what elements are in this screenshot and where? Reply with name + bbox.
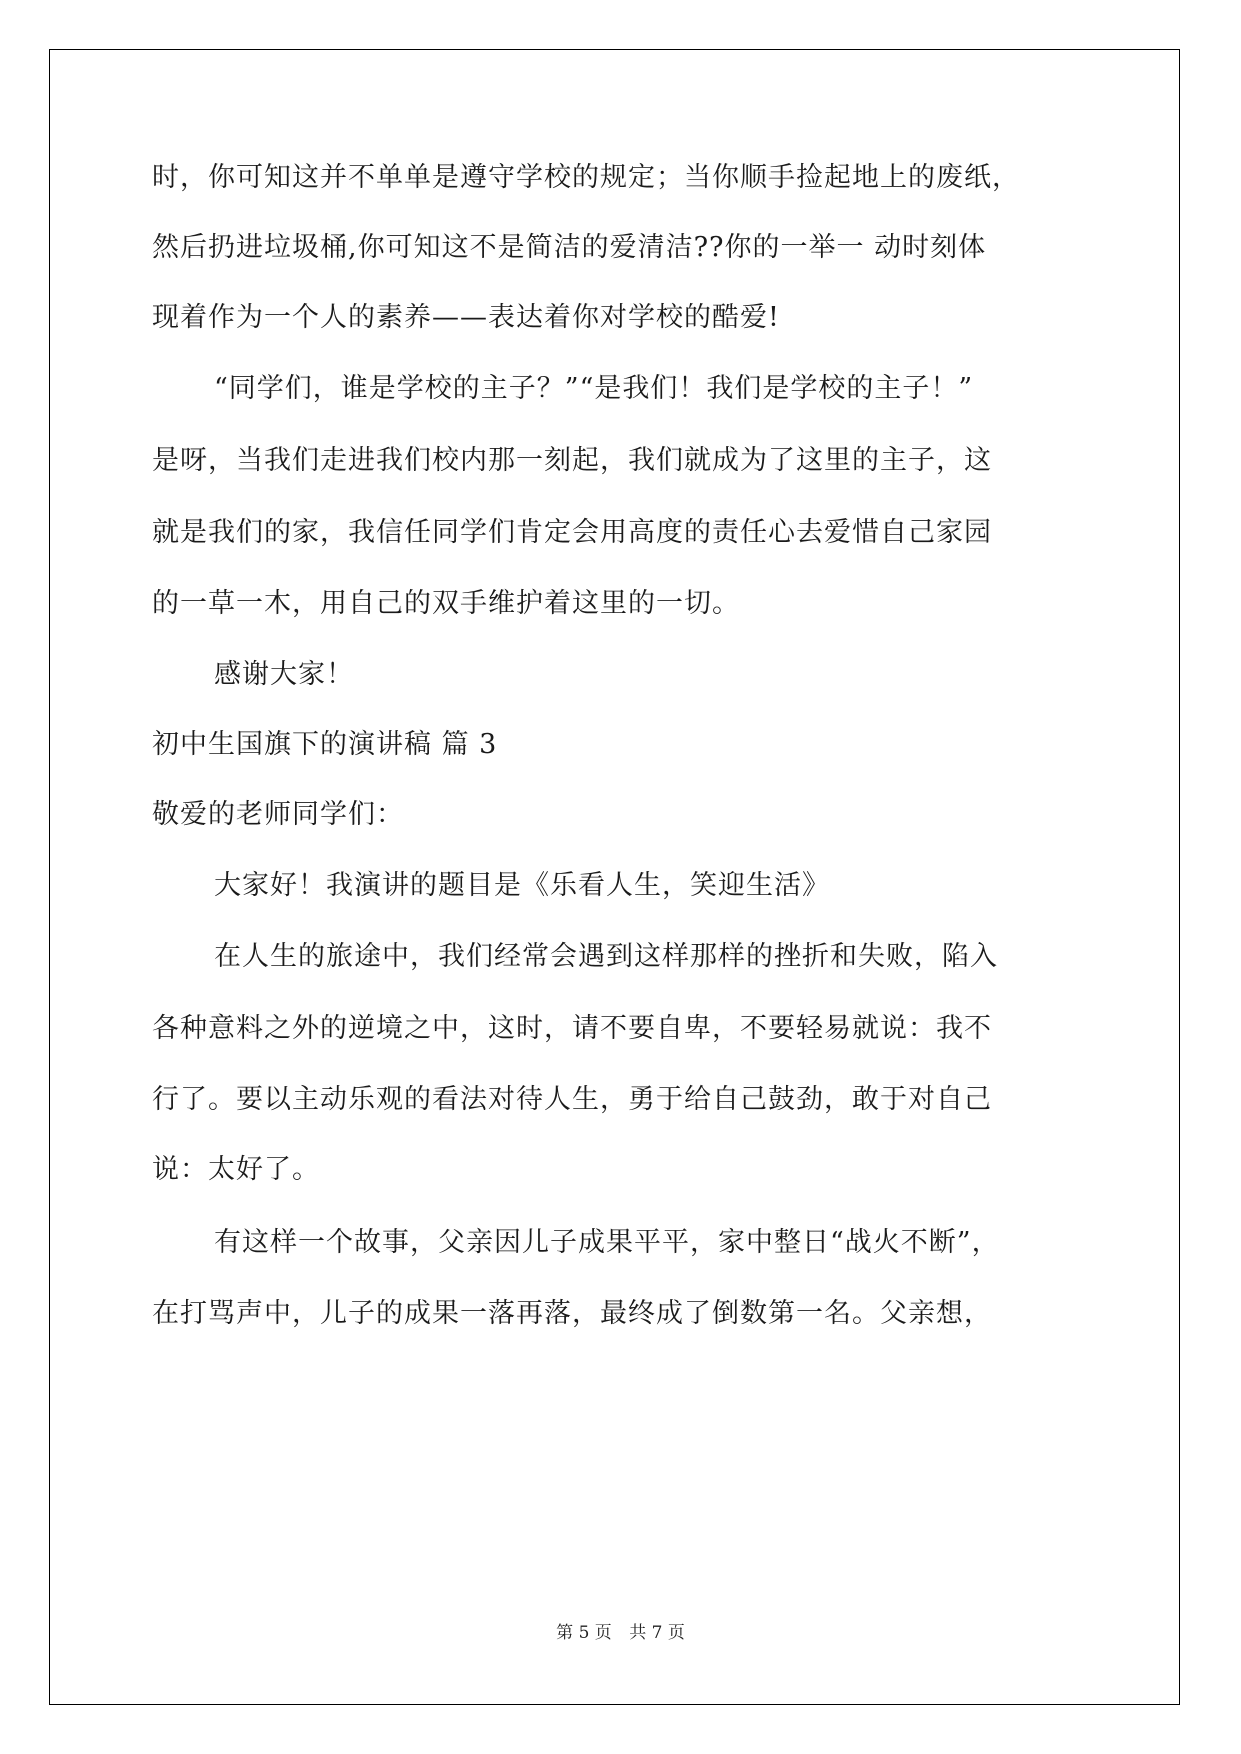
- text-line: 时，你可知这并不单单是遵守学校的规定；当你顺手捡起地上的废纸，: [152, 162, 1020, 193]
- text-line: 在打骂声中，儿子的成果一落再落，最终成了倒数第一名。父亲想，: [152, 1298, 992, 1329]
- page-footer: [0, 1618, 1241, 1643]
- text-line: 就是我们的家，我信任同学们肯定会用高度的责任心去爱惜自己家园: [152, 517, 992, 548]
- text-line: 是呀，当我们走进我们校内那一刻起，我们就成为了这里的主子，这: [152, 445, 992, 476]
- text-line: 在人生的旅途中，我们经常会遇到这样那样的挫折和失败，陷入: [214, 941, 998, 972]
- text-line: “同学们，谁是学校的主子？”“是我们！我们是学校的主子！”: [214, 373, 974, 404]
- salutation: 敬爱的老师同学们：: [152, 799, 404, 830]
- text-line: 的一草一木，用自己的双手维护着这里的一切。: [152, 588, 740, 619]
- text-line: 有这样一个故事，父亲因儿子成果平平，家中整日“战火不断”，: [214, 1227, 1000, 1258]
- text-line: 现着作为一个人的素养——表达着你对学校的酷爱!: [152, 302, 780, 333]
- page-number: 第 5 页: [556, 1623, 612, 1643]
- text-line: 各种意料之外的逆境之中，这时，请不要自卑，不要轻易就说：我不: [152, 1013, 992, 1044]
- page-total: 共 7 页: [629, 1623, 685, 1643]
- text-line: 行了。要以主动乐观的看法对待人生，勇于给自己鼓劲，敢于对自己: [152, 1084, 992, 1115]
- text-line: 然后扔进垃圾桶,你可知这不是简洁的爱清洁??你的一举一 动时刻体: [152, 232, 987, 263]
- text-line: 说：太好了。: [152, 1154, 320, 1185]
- section-heading: 初中生国旗下的演讲稿 篇 3: [152, 729, 498, 760]
- text-line: 大家好！我演讲的题目是《乐看人生，笑迎生活》: [214, 870, 830, 901]
- text-line: 感谢大家！: [214, 659, 354, 690]
